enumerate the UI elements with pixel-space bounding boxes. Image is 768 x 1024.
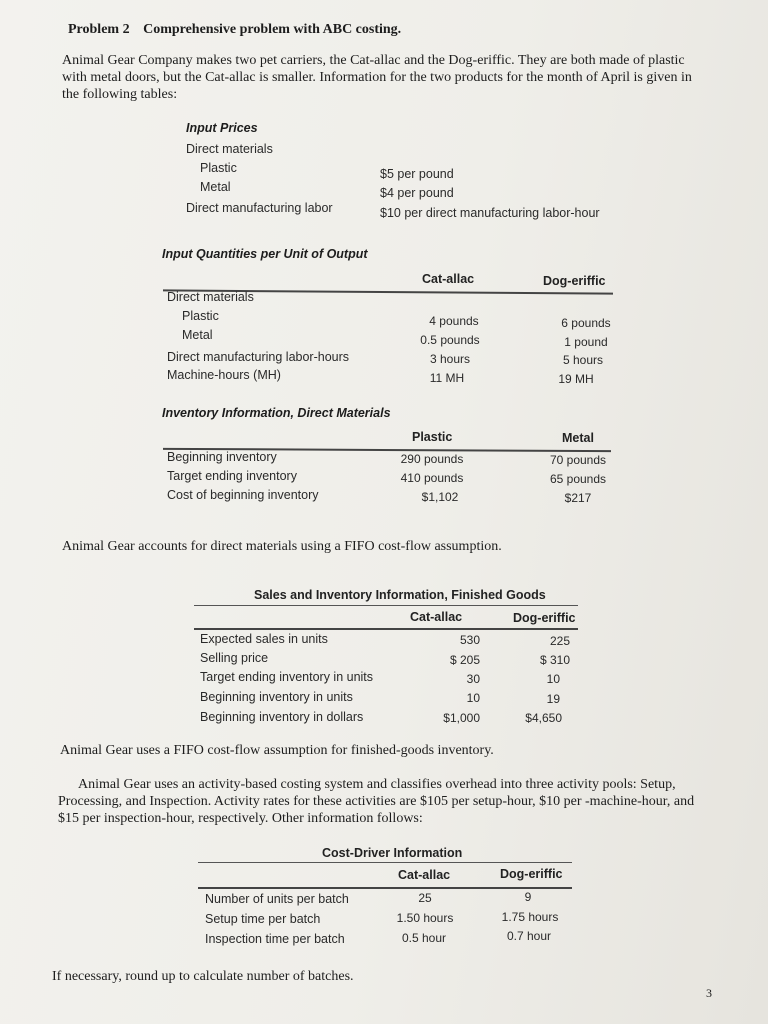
cd-row-dog: 9 (524, 890, 532, 904)
idm-row-metal: 70 pounds (549, 453, 607, 467)
cost-driver-col-dog: Dog-eriffic (500, 867, 563, 881)
si-row-dog: 19 (546, 692, 560, 706)
sales-inventory-top-rule (194, 605, 578, 606)
cost-driver-header-rule (198, 887, 572, 889)
iq-row-label: Direct materials (167, 290, 254, 304)
input-quantities-col-cat: Cat-allac (422, 272, 475, 286)
problem-heading (68, 22, 401, 38)
si-row-dog: 10 (546, 672, 560, 686)
idm-row-plastic: $1,102 (421, 490, 459, 504)
sales-inventory-col-dog: Dog-eriffic (513, 611, 576, 625)
sales-inventory-heading: Sales and Inventory Information, Finished Goods (254, 588, 546, 602)
cd-row-dog: 1.75 hours (501, 910, 559, 924)
idm-row-label: Cost of beginning inventory (167, 488, 319, 502)
si-row-label: Target ending inventory in units (200, 670, 374, 684)
iq-row-cat: 4 pounds (429, 314, 479, 328)
cd-row-cat: 0.5 hour (401, 931, 447, 945)
cd-row-cat: 1.50 hours (396, 911, 454, 925)
inventory-dm-col-plastic: Plastic (412, 430, 453, 444)
si-row-cat: $ 205 (449, 653, 480, 667)
input-prices-plastic-value: $5 per pound (380, 167, 454, 181)
problem-title: Comprehensive problem with ABC costing. (143, 22, 402, 37)
cd-row-label: Inspection time per batch (205, 932, 345, 946)
cd-row-dog: 0.7 hour (506, 929, 552, 943)
input-quantities-col-dog: Dog-eriffic (543, 274, 606, 288)
input-prices-dm-label: Direct materials (186, 142, 273, 156)
fifo-note-finished-goods: Animal Gear uses a FIFO cost-flow assumption for finished-goods inventory. (60, 743, 494, 758)
problem-intro: Animal Gear Company makes two pet carriers, the Cat-allac and the Dog-eriffic. They are both made of plastic with metal doors, but the Cat-allac is smaller. Information for the two products for the month of April is given in the following tables: (62, 53, 692, 102)
idm-row-plastic: 290 pounds (400, 452, 464, 466)
input-prices-metal-label: Metal (200, 180, 231, 194)
iq-row-label: Plastic (182, 309, 219, 323)
cost-driver-top-rule (198, 862, 572, 863)
input-prices-metal-value: $4 per pound (380, 186, 454, 200)
cd-row-label: Setup time per batch (205, 912, 321, 926)
si-row-label: Beginning inventory in dollars (200, 710, 364, 724)
iq-row-dog: 6 pounds (561, 316, 611, 330)
si-row-cat: 10 (466, 691, 480, 705)
inventory-dm-heading: Inventory Information, Direct Materials (162, 406, 391, 420)
sales-inventory-header-rule (194, 628, 578, 630)
si-row-cat: 30 (466, 672, 480, 686)
iq-row-dog: 5 hours (562, 353, 604, 367)
fifo-note-materials: Animal Gear accounts for direct materials using a FIFO cost-flow assumption. (62, 539, 502, 554)
si-row-label: Expected sales in units (200, 632, 328, 646)
cost-driver-col-cat: Cat-allac (398, 868, 451, 882)
iq-row-cat: 0.5 pounds (420, 333, 480, 347)
sales-inventory-col-cat: Cat-allac (410, 610, 463, 624)
inventory-dm-col-metal: Metal (562, 431, 594, 445)
cd-row-cat: 25 (418, 891, 432, 905)
iq-row-dog: 1 pound (564, 335, 608, 349)
cost-driver-heading: Cost-Driver Information (322, 846, 463, 860)
input-prices-heading: Input Prices (186, 121, 258, 135)
problem-number: Problem 2 (68, 22, 130, 37)
si-row-cat: $1,000 (443, 711, 480, 725)
input-prices-dml-value: $10 per direct manufacturing labor-hour (380, 206, 600, 220)
iq-row-label: Direct manufacturing labor-hours (167, 350, 350, 364)
si-row-label: Selling price (200, 651, 269, 665)
si-row-cat: 530 (459, 633, 480, 647)
idm-row-plastic: 410 pounds (400, 471, 464, 485)
input-prices-dml-label: Direct manufacturing labor (186, 201, 333, 215)
input-prices-plastic-label: Plastic (200, 161, 237, 175)
iq-row-label: Machine-hours (MH) (167, 368, 281, 382)
input-quantities-heading: Input Quantities per Unit of Output (162, 247, 368, 261)
round-up-note: If necessary, round up to calculate number of batches. (52, 969, 354, 984)
iq-row-cat: 3 hours (429, 352, 471, 366)
iq-row-dog: 19 MH (558, 372, 594, 386)
idm-row-label: Target ending inventory (167, 469, 297, 483)
page-number: 3 (706, 986, 712, 1000)
idm-row-metal: 65 pounds (549, 472, 607, 486)
si-row-dog: $4,650 (525, 711, 562, 725)
si-row-dog: $ 310 (539, 653, 570, 667)
idm-row-metal: $217 (564, 491, 592, 505)
iq-row-cat: 11 MH (429, 371, 465, 385)
si-row-label: Beginning inventory in units (200, 690, 353, 704)
idm-row-label: Beginning inventory (167, 450, 277, 464)
abc-paragraph: Animal Gear uses an activity-based costing system and classifies overhead into three activity pools: Setup, Processing, and Inspection. Activity rates for these activities are $105 per setup-hour, $10 per -machine-hour, and $15 per inspection-hour, respectively. Other information follows: (58, 777, 695, 826)
cd-row-label: Number of units per batch (205, 892, 349, 906)
iq-row-label: Metal (182, 328, 213, 342)
si-row-dog: 225 (549, 634, 570, 648)
